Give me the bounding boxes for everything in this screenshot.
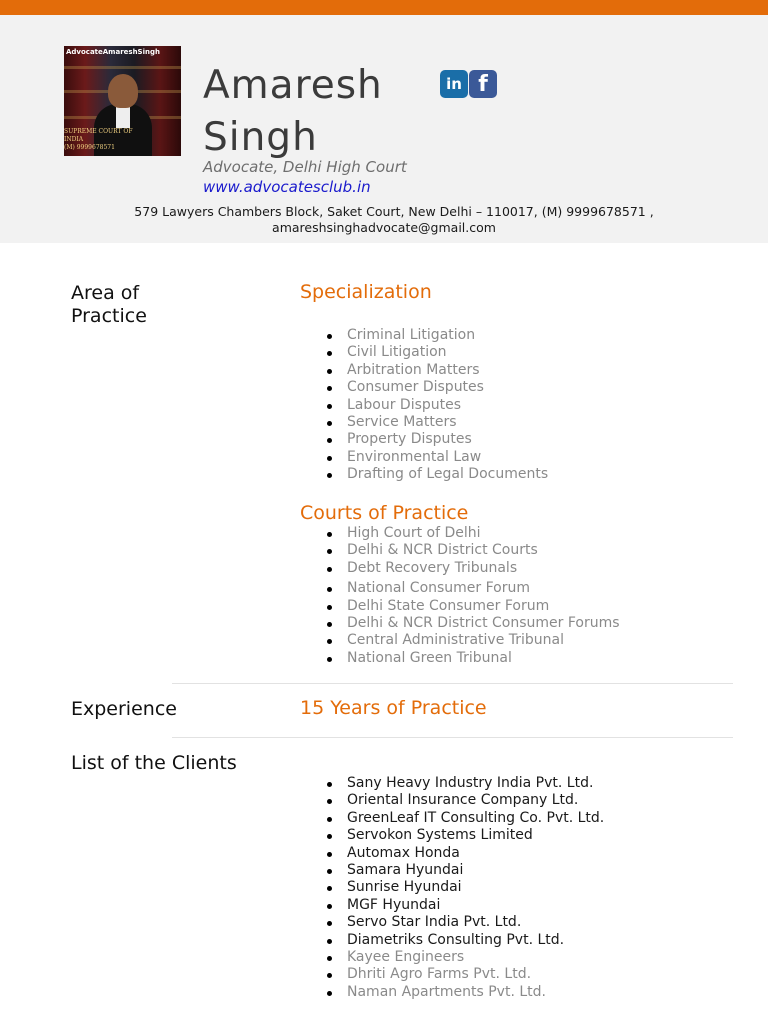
website-link[interactable]: www.advocatesclub.in (203, 178, 371, 196)
list-item: MGF Hyundai (347, 897, 604, 914)
list-item: Criminal Litigation (347, 327, 548, 344)
list-item: Diametriks Consulting Pvt. Ltd. (347, 932, 604, 949)
list-item: National Green Tribunal (347, 650, 620, 667)
list-item: Drafting of Legal Documents (347, 466, 549, 483)
list-item: Servo Star India Pvt. Ltd. (347, 914, 604, 931)
linkedin-icon[interactable]: in (440, 70, 468, 98)
list-item: Dhriti Agro Farms Pvt. Ltd. (347, 966, 604, 983)
list-item: Consumer Disputes (347, 379, 548, 396)
list-item: Naman Apartments Pvt. Ltd. (347, 984, 604, 1001)
list-item: Property Disputes (347, 431, 548, 448)
specialization-title: Specialization (300, 281, 432, 303)
person-role: Advocate, Delhi High Court (203, 158, 407, 176)
list-item: Delhi State Consumer Forum (347, 598, 620, 615)
top-accent-bar (0, 0, 768, 15)
list-item: Automax Honda (347, 845, 604, 862)
address-line: 579 Lawyers Chambers Block, Saket Court, New Delhi – 110017, (M) 9999678571 , (134, 204, 654, 219)
list-item: Arbitration Matters (347, 362, 548, 379)
specialization-list (300, 327, 548, 484)
list-item: Delhi & NCR District Consumer Forums (347, 614, 620, 631)
list-item: Delhi & NCR District Courts (347, 542, 620, 559)
list-item: Sany Heavy Industry India Pvt. Ltd. (347, 775, 604, 792)
courts-list (300, 525, 620, 667)
person-name: Amaresh Singh (203, 63, 383, 160)
list-item: GreenLeaf IT Consulting Co. Pvt. Ltd. (347, 809, 605, 826)
courts-title: Courts of Practice (300, 502, 469, 524)
list-item: High Court of Delhi (347, 525, 620, 542)
area-of-practice-label: Area of Practice (71, 282, 147, 327)
photo-caption: AdvocateAmareshSingh (66, 48, 160, 56)
list-item: Labour Disputes (347, 397, 548, 414)
social-links (440, 70, 497, 98)
contact-info (0, 204, 768, 236)
list-item: Servokon Systems Limited (347, 827, 604, 844)
list-item: Central Administrative Tribunal (347, 632, 620, 649)
list-item: Service Matters (347, 414, 548, 431)
clients-list (300, 775, 604, 1001)
facebook-icon[interactable]: f (469, 70, 497, 98)
list-item: Samara Hyundai (347, 862, 604, 879)
experience-value: 15 Years of Practice (300, 697, 487, 719)
list-item: National Consumer Forum (347, 580, 620, 597)
list-item: Kayee Engineers (347, 949, 604, 966)
photo-banner: SUPREME COURT OF INDIA (M) 9999678571 (64, 128, 133, 151)
clients-label: List of the Clients (71, 752, 237, 774)
list-item: Environmental Law (347, 449, 548, 466)
list-item: Debt Recovery Tribunals (347, 560, 620, 577)
list-item: Oriental Insurance Company Ltd. (347, 792, 604, 809)
list-item: Sunrise Hyundai (347, 879, 604, 896)
divider (172, 737, 733, 738)
email-line: amareshsinghadvocate@gmail.com (272, 220, 496, 235)
experience-label: Experience (71, 698, 177, 720)
divider (172, 683, 733, 684)
profile-photo (64, 46, 181, 156)
list-item: Civil Litigation (347, 344, 548, 361)
